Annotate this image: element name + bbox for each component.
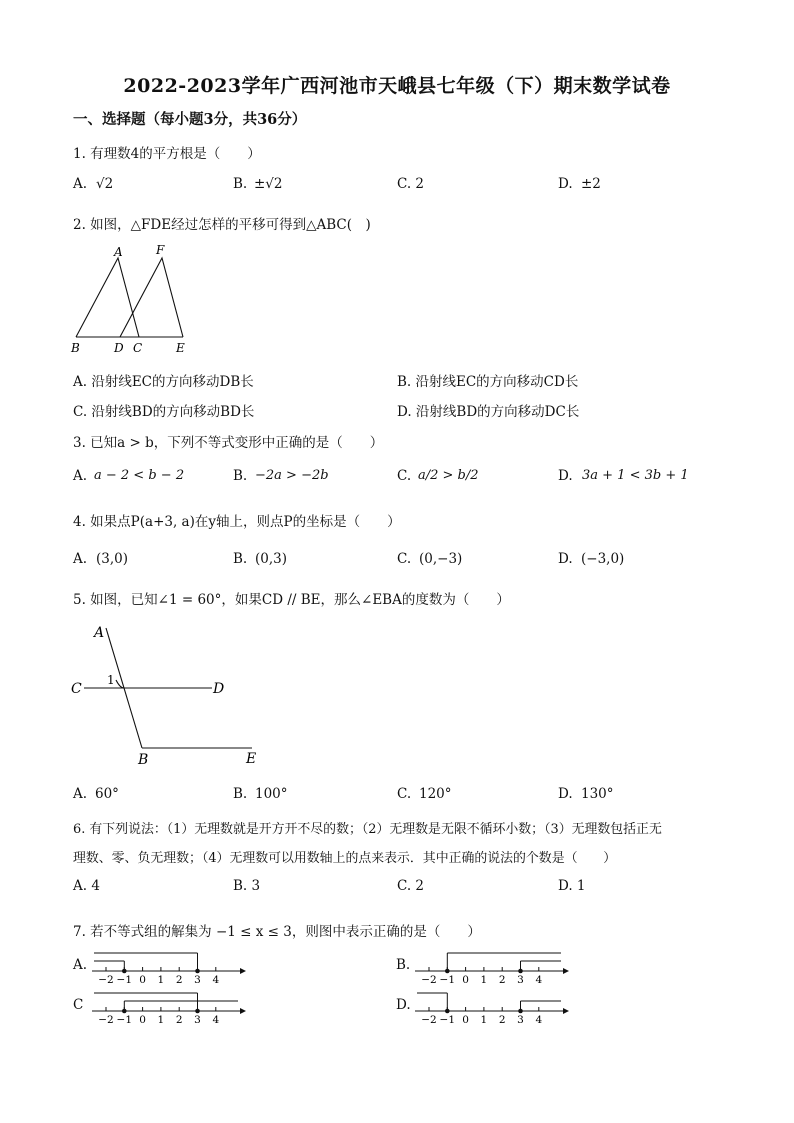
number-line-arrow xyxy=(240,1008,246,1014)
q7-option-a-label: A. xyxy=(73,957,88,973)
q6-option-d: D. 1 xyxy=(558,878,586,894)
number-line-tick-label: −2 xyxy=(98,1014,114,1023)
q3-option-d-label: D. xyxy=(558,468,573,484)
question-6-stem-line-2: 理数、零、负无理数；（4）无理数可以用数轴上的点来表示．其中正确的说法的个数是（ ） xyxy=(73,851,617,866)
solid-endpoint-dot xyxy=(445,1009,450,1014)
number-line-arrow xyxy=(563,968,569,974)
q7-number-line-a xyxy=(88,941,253,983)
page-title: 2022-2023学年广西河池市天峨县七年级（下）期末数学试卷 xyxy=(123,75,671,97)
q1-option-b-value: ±√2 xyxy=(254,176,283,192)
number-line-tick-label: 4 xyxy=(535,974,543,983)
label-point-c: C xyxy=(133,341,143,355)
number-line-tick-label: −1 xyxy=(116,1014,133,1023)
number-line-tick-label: 3 xyxy=(517,1014,524,1023)
q7-option-b-label: B. xyxy=(396,957,411,973)
section-heading: 一、选择题（每小题3分，共36分） xyxy=(73,111,307,128)
question-1-stem: 1. 有理数4的平方根是（ ） xyxy=(73,146,261,162)
label-point-b: B xyxy=(71,341,80,355)
q4-option-d-label: D. xyxy=(558,551,573,567)
number-line-tick-label: −1 xyxy=(116,974,133,983)
q5-option-c-value: 120° xyxy=(419,786,452,802)
q3-option-b-label: B. xyxy=(233,468,248,484)
number-line-tick-label: 3 xyxy=(194,1014,201,1023)
number-line-tick-label: −2 xyxy=(421,974,437,983)
q5-option-a-value: 60° xyxy=(95,786,119,802)
number-line-tick-label: −1 xyxy=(439,974,456,983)
q7-number-line-c xyxy=(88,981,253,1023)
number-line-tick-label: −2 xyxy=(421,1014,437,1023)
q5-option-d-label: D. xyxy=(558,786,573,802)
q4-option-a-value: (3,0) xyxy=(96,551,129,567)
q3-option-a-label: A. xyxy=(73,468,88,484)
number-line-tick-label: 1 xyxy=(157,1014,165,1023)
label-point-c: C xyxy=(71,681,82,697)
q2-option-d: D. 沿射线BD的方向移动DC长 xyxy=(397,404,580,420)
number-line-tick-label: 4 xyxy=(212,1014,220,1023)
label-point-f: F xyxy=(156,243,165,257)
q3-option-d-value: 3a + 1 < 3b + 1 xyxy=(582,468,689,483)
q5-option-a-label: A. xyxy=(73,786,88,802)
q3-option-c-value: a/2 > b/2 xyxy=(418,468,479,483)
q1-option-d-label: D. xyxy=(558,176,573,192)
q4-option-c-label: C. xyxy=(397,551,412,567)
q1-option-c: C. 2 xyxy=(397,176,425,192)
solid-endpoint-dot xyxy=(195,969,200,974)
q6-option-a: A. 4 xyxy=(73,878,100,894)
q4-option-b-label: B. xyxy=(233,551,248,567)
number-line-tick-label: 2 xyxy=(498,974,506,983)
q1-option-b-label: B. xyxy=(233,176,248,192)
solid-endpoint-dot xyxy=(195,1009,200,1014)
solid-endpoint-dot xyxy=(122,1009,127,1014)
number-line-tick-label: 3 xyxy=(517,974,524,983)
number-line-tick-label: 4 xyxy=(535,1014,543,1023)
number-line-tick-label: 2 xyxy=(175,974,183,983)
q5-option-c-label: C. xyxy=(397,786,412,802)
number-line-tick-label: −2 xyxy=(98,974,114,983)
q7-number-line-b xyxy=(411,941,576,983)
q7-option-d-label: D. xyxy=(396,997,411,1013)
label-point-e: E xyxy=(176,341,185,355)
q2-option-a: A. 沿射线EC的方向移动DB长 xyxy=(73,374,254,390)
question-3-stem: 3. 已知a > b，下列不等式变形中正确的是（ ） xyxy=(73,435,384,451)
number-line-tick-label: 3 xyxy=(194,974,201,983)
number-line-tick-label: 1 xyxy=(157,974,165,983)
solid-endpoint-dot xyxy=(518,1009,523,1014)
q3-option-a-value: a − 2 < b − 2 xyxy=(94,468,185,483)
number-line-tick-label: 4 xyxy=(212,974,220,983)
q1-option-a-label: A. xyxy=(73,176,88,192)
number-line-arrow xyxy=(240,968,246,974)
question-2-stem: 2. 如图，△FDE经过怎样的平移可得到△ABC( ) xyxy=(73,217,371,233)
label-point-b: B xyxy=(138,752,149,768)
question-6-stem-line-1: 6. 有下列说法：（1）无理数就是开方开不尽的数；（2）无理数是无限不循环小数；（3）无理数包括正无 xyxy=(73,822,662,837)
number-line-tick-label: 2 xyxy=(175,1014,183,1023)
number-line-arrow xyxy=(563,1008,569,1014)
q5-option-b-label: B. xyxy=(233,786,248,802)
number-line-tick-label: 1 xyxy=(480,1014,488,1023)
label-point-a: A xyxy=(94,625,105,641)
q7-option-c-label: C xyxy=(73,997,84,1013)
triangle-translation-figure xyxy=(68,242,198,357)
number-line-tick-label: 0 xyxy=(462,1014,469,1023)
number-line-tick-label: 2 xyxy=(498,1014,506,1023)
solid-endpoint-dot xyxy=(518,969,523,974)
number-line-tick-label: 0 xyxy=(462,974,469,983)
q5-option-d-value: 130° xyxy=(581,786,614,802)
label-angle-1: 1 xyxy=(107,673,115,687)
q1-option-a-value: √2 xyxy=(96,176,114,192)
label-point-d: D xyxy=(213,681,225,697)
question-7-stem: 7. 若不等式组的解集为 −1 ≤ x ≤ 3，则图中表示正确的是（ ） xyxy=(73,924,481,940)
q6-option-b: B. 3 xyxy=(233,878,261,894)
question-4-stem: 4. 如果点P(a+3, a)在y轴上，则点P的坐标是（ ） xyxy=(73,514,401,530)
q3-option-b-value: −2a > −2b xyxy=(255,468,329,483)
number-line-tick-label: 0 xyxy=(139,1014,146,1023)
number-line-tick-label: −1 xyxy=(439,1014,456,1023)
label-point-d: D xyxy=(114,341,124,355)
q4-option-d-value: (−3,0) xyxy=(581,551,625,567)
parallel-lines-figure xyxy=(66,618,276,770)
number-line-tick-label: 0 xyxy=(139,974,146,983)
q6-option-c: C. 2 xyxy=(397,878,425,894)
q1-option-d-value: ±2 xyxy=(581,176,601,192)
solid-endpoint-dot xyxy=(122,969,127,974)
q5-option-b-value: 100° xyxy=(255,786,288,802)
q4-option-c-value: (0,−3) xyxy=(419,551,463,567)
q4-option-a-label: A. xyxy=(73,551,88,567)
solid-endpoint-dot xyxy=(445,969,450,974)
label-point-a: A xyxy=(114,245,123,259)
q2-option-c: C. 沿射线BD的方向移动BD长 xyxy=(73,404,255,420)
q3-option-c-label: C. xyxy=(397,468,412,484)
q4-option-b-value: (0,3) xyxy=(255,551,288,567)
q7-number-line-d xyxy=(411,981,576,1023)
label-point-e: E xyxy=(246,751,257,767)
question-5-stem: 5. 如图，已知∠1 = 60°，如果CD // BE，那么∠EBA的度数为（ ） xyxy=(73,592,510,608)
q2-option-b: B. 沿射线EC的方向移动CD长 xyxy=(397,374,579,390)
number-line-tick-label: 1 xyxy=(480,974,488,983)
